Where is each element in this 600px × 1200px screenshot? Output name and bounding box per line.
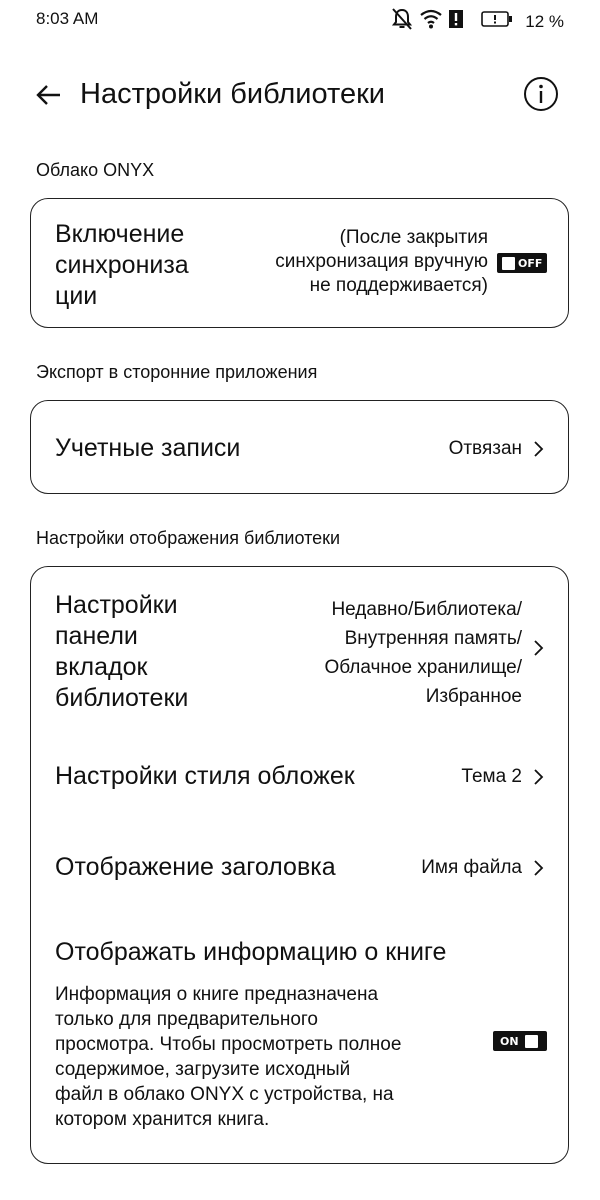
- tabs-panel-row[interactable]: [31, 567, 568, 727]
- tabs-value-line: Внутренняя память/: [344, 628, 522, 649]
- book-info-desc-line: файл в облако ONYX с устройства, на: [55, 1084, 394, 1105]
- cover-style-value: Тема 2: [461, 766, 522, 787]
- book-info-desc-line: только для предварительного: [55, 1009, 319, 1030]
- tabs-panel-value: [324, 595, 522, 711]
- status-icons: [391, 7, 564, 36]
- tabs-value-line: Недавно/Библиотека/: [331, 599, 522, 620]
- tabs-title-line: вкладок: [55, 653, 148, 681]
- toggle-knob: [525, 1035, 538, 1048]
- tabs-panel-title: [55, 590, 188, 714]
- export-card: [30, 400, 569, 494]
- wifi-icon: [419, 8, 443, 35]
- book-info-title: Отображать информацию о книге: [55, 938, 447, 966]
- chevron-right-icon: [533, 859, 545, 877]
- section-label-display: Настройки отображения библиотеки: [36, 528, 341, 548]
- cloud-card: [30, 198, 569, 328]
- book-info-toggle-state: ON: [500, 1034, 519, 1048]
- book-info-desc-line: просмотра. Чтобы просмотреть полное: [55, 1034, 402, 1055]
- book-info-toggle[interactable]: [493, 1031, 547, 1051]
- sync-note-line: не поддерживается): [309, 275, 488, 296]
- info-icon[interactable]: [522, 75, 560, 113]
- display-card: [30, 566, 569, 1164]
- status-bar: [0, 0, 600, 40]
- status-time: 8:03 AM: [36, 9, 99, 28]
- heading-display-title: Отображение заголовка: [55, 853, 336, 881]
- tabs-value-line: Облачное хранилище/: [324, 657, 522, 678]
- sync-title-line: ции: [55, 282, 98, 310]
- chevron-right-icon: [533, 639, 545, 657]
- cover-style-row[interactable]: [31, 737, 568, 813]
- back-arrow-icon[interactable]: [34, 80, 64, 110]
- section-label-export: Экспорт в сторонние приложения: [36, 362, 318, 382]
- chevron-right-icon: [533, 768, 545, 786]
- accounts-title: Учетные записи: [55, 434, 241, 462]
- alert-icon: [449, 9, 463, 34]
- sync-toggle-state: OFF: [518, 256, 543, 270]
- sync-toggle[interactable]: [497, 253, 547, 273]
- chevron-right-icon: [533, 440, 545, 458]
- cover-style-title: Настройки стиля обложек: [55, 762, 355, 790]
- tabs-value-line: Избранное: [425, 686, 522, 707]
- sync-row[interactable]: [31, 199, 568, 329]
- notifications-off-icon: [391, 7, 413, 36]
- battery-percentage: 12 %: [525, 11, 564, 31]
- book-info-desc-line: Информация о книге предназначена: [55, 984, 379, 1005]
- tabs-title-line: Настройки: [55, 591, 178, 619]
- book-info-desc-line: котором хранится книга.: [55, 1109, 270, 1130]
- tabs-title-line: панели: [55, 622, 138, 650]
- heading-display-row[interactable]: [31, 827, 568, 903]
- battery-low-icon: [481, 10, 513, 33]
- book-info-description: [55, 982, 485, 1132]
- sync-title: [55, 219, 189, 312]
- section-label-cloud: Облако ONYX: [36, 160, 155, 180]
- sync-note: [275, 226, 488, 298]
- heading-display-value: Имя файла: [421, 857, 522, 878]
- accounts-value: Отвязан: [448, 438, 522, 459]
- toggle-knob: [502, 257, 515, 270]
- book-info-desc-line: содержимое, загрузите исходный: [55, 1059, 351, 1080]
- accounts-row[interactable]: [31, 401, 568, 495]
- tabs-title-line: библиотеки: [55, 684, 189, 712]
- sync-title-line: Включение: [55, 220, 185, 248]
- sync-title-line: синхрониза: [55, 251, 189, 279]
- page-title: Настройки библиотеки: [80, 78, 385, 110]
- sync-note-line: (После закрытия: [339, 227, 488, 248]
- sync-note-line: синхронизация вручную: [275, 251, 488, 272]
- app-header: [0, 72, 600, 122]
